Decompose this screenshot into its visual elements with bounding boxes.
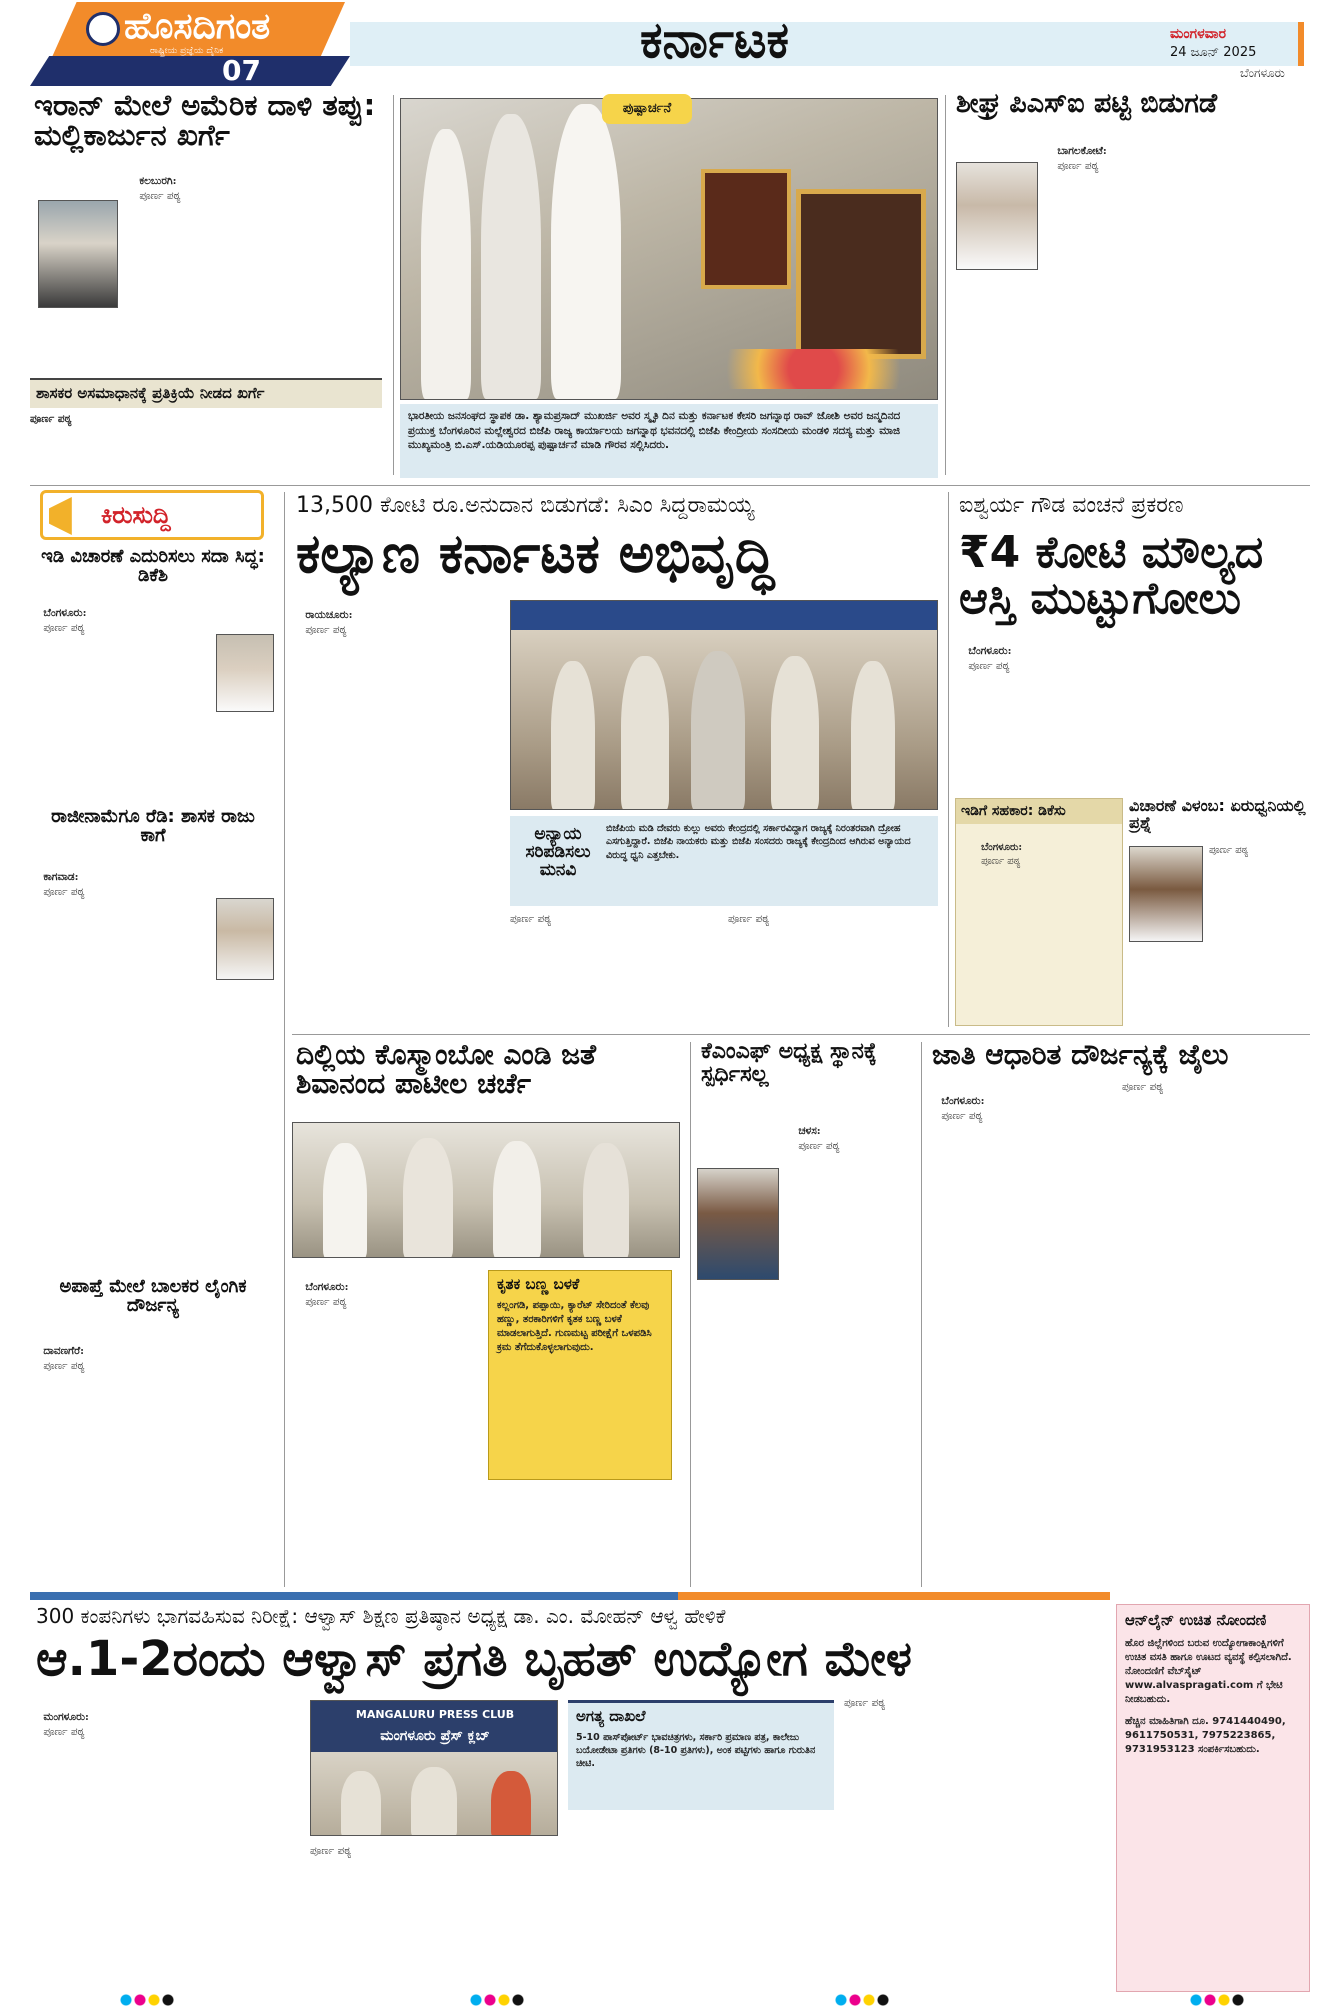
article-headline: ಕಲ್ಯಾಣ ಕರ್ನಾಟಕ ಅಭಿವೃದ್ಧಿ [296,522,775,585]
article-text: ಪೂರ್ಣ ಪಠ್ಯ [1057,159,1099,172]
article-body-col2: ಪೂರ್ಣ ಪಠ್ಯ [310,1845,352,1857]
photo-figure [323,1143,367,1258]
artificial-color-box [488,1270,672,1480]
photo-figure [403,1138,453,1258]
delay-box-body: ಪೂರ್ಣ ಪಠ್ಯ [1209,845,1249,856]
article-headline: ಕೆಎಂಎಫ್ ಅಧ್ಯಕ್ಷ ಸ್ಥಾನಕ್ಕೆ ಸ್ಪರ್ಧಿಸಲ್ಲ [701,1039,877,1088]
tribute-caption: ಭಾರತೀಯ ಜನಸಂಘದ ಸ್ಥಾಪಕ ಡಾ. ಶ್ಯಾಮಪ್ರಸಾದ್ ಮುಖರ್ಜಿ ಅವರ ಸ್ಮೃತಿ ದಿನ ಮತ್ತು ಕರ್ನಾಟಕ ಕೇಸರಿ ಜಗನ್ನಾಥ ರಾವ್ ಜೋಶಿ ಅವರ ಜನ್ಮದಿನದ ಪ್ರಯುಕ್ತ ಬೆಂಗಳೂರಿನ ಮಲ್ಲೇಶ್ವರದ ಬಿಜೆಪಿ ರಾಜ್ಯ ಕಾರ್ಯಾಲಯ ಜಗನ್ನಾಥ ಭವನದಲ್ಲಿ ಬಿಜೆಪಿ ಕೇಂದ್ರೀಯ ಸಂಸದೀಯ ಮಂಡಳಿ ಸದಸ್ಯ ಮತ್ತು ಮಾಜಿ ಮುಖ್ಯಮಂತ್ರಿ ಬಿ.ಎಸ್.ಯಡಿಯೂರಪ್ಪ ಪುಷ್ಪಾರ್ಚನೆ ಮಾಡಿ ಗೌರವ ಸಲ್ಲಿಸಿದರು. [400,404,938,478]
photo-portrait-frame [701,169,791,289]
kiru-suddi-banner [40,490,264,540]
delay-box [1129,798,1307,1026]
registration-marks [1190,1994,1250,2006]
article-body: ರಾಯಚೂರು: ಪೂರ್ಣ ಪಠ್ಯ [305,609,353,636]
article-headline: ದಿಲ್ಲಿಯ ಕೊಸ್ಮಾಂಬೋ ಎಂಡಿ ಜತೆ ಶಿವಾನಂದ ಪಾಟೀಲ ಚರ್ಚೆ [296,1038,597,1101]
kalyana-event-photo [510,600,938,810]
photo-figure [341,1771,381,1836]
photo-flower-garland [691,349,936,389]
kiru-suddi-column [30,490,278,1590]
registration-marks [835,1994,895,2006]
article-body: ಬೆಂಗಳೂರು: ಪೂರ್ಣ ಪಠ್ಯ [968,645,1012,672]
kiru-item-body: ಕಾಗವಾಡ: ಪೂರ್ಣ ಪಠ್ಯ [43,871,85,898]
column-rule [945,95,946,475]
registration-marks [120,1994,180,2006]
article-body-col3: ಪೂರ್ಣ ಪಠ್ಯ [844,1697,886,1709]
cosmo-meeting-photo [292,1122,680,1258]
tribute-photo [400,98,938,400]
article-kicker: 13,500 ಕೋಟಿ ರೂ.ಅನುದಾನ ಬಿಡುಗಡೆ: ಸಿಎಂ ಸಿದ್ದರಾಮಯ್ಯ [296,493,755,518]
column-rule [284,492,285,1587]
photo-figure [411,1767,457,1836]
appeal-box [510,816,938,906]
column-rule [948,492,949,1027]
article-body-col3: ಪೂರ್ಣ ಪಠ್ಯ [728,913,770,925]
kiru-item-body: ಬೆಂಗಳೂರು: ಪೂರ್ಣ ಪಠ್ಯ [43,607,87,634]
article-aishwarya [955,490,1310,1030]
masthead [0,0,1339,88]
article-body-col2: ಪೂರ್ಣ ಪಠ್ಯ [510,913,552,925]
eligibility-box [568,1700,834,1810]
photo-figure [771,656,819,810]
press-club-photo [310,1700,558,1836]
row-divider [292,1034,1310,1035]
eligibility-box-title: ಅಗತ್ಯ ದಾಖಲೆ [576,1707,646,1725]
article-dateline: ಕಲಬುರಗಿ: [139,175,177,188]
article-headline: ₹4 ಕೋಟಿ ಮೌಲ್ಯದ ಆಸ್ತಿ ಮುಟ್ಟುಗೋಲು [959,527,1264,625]
article-kicker: 300 ಕಂಪನಿಗಳು ಭಾಗವಹಿಸುವ ನಿರೀಕ್ಷೆ: ಆಳ್ವಾಸ್ ಶಿಕ್ಷಣ ಪ್ರತಿಷ್ಠಾನ ಅಧ್ಯಕ್ಷ ಡಾ. ಎಂ. ಮೋಹನ್ ಆಳ್ವ ಹೇಳಿಕೆ [36,1604,726,1628]
article-alvas [30,1604,1115,2004]
megaphone-icon [49,497,87,535]
registration-marks [470,1994,530,2006]
row-divider [30,485,1310,486]
photo-figure [481,114,541,399]
kiru-item-body: ದಾವಣಗೆರೆ: ಪೂರ್ಣ ಪಠ್ಯ [43,1345,85,1372]
photo-figure [551,661,595,810]
photo-figure [583,1143,629,1258]
masthead-day: ಮಂಗಳವಾರ [1170,26,1227,42]
masthead-logo-stripe [30,56,350,86]
article-headline: ಆ.1-2ರಂದು ಆಳ್ವಾಸ್ ಪ್ರಗತಿ ಬೃಹತ್ ಉದ್ಯೋಗ ಮೇಳ [36,1631,912,1687]
article-kmf [697,1040,915,1588]
appeal-box-body: ಬಿಜೆಪಿಯ ಮಡಿ ದೇವರು ಕುಲ್ಲು ಅವರು ಕೇಂದ್ರದಲ್ಲಿ ಸರ್ಕಾರವಿದ್ದಾಗ ರಾಜ್ಯಕ್ಕೆ ನಿರಂತರವಾಗಿ ದ್ರೋಹ ಎಸಗುತ್ತಿದ್ದಾರೆ. ಬಿಜೆಪಿ ನಾಯಕರು ಮತ್ತು ಬಿಜೆಪಿ ಸಂಸದರು ರಾಜ್ಯಕ್ಕೆ ಕೇಂದ್ರದಿಂದ ಆಗಿರುವ ಅನ್ಯಾಯದ ವಿರುದ್ಧ ಧ್ವನಿ ಎತ್ತಬೇಕು. [606,823,911,861]
article-body [30,160,382,370]
column-rule [393,95,394,475]
online-registration-body: ಹೊರ ಜಿಲ್ಲೆಗಳಿಂದ ಬರುವ ಉದ್ಯೋಗಾಕಾಂಕ್ಷಿಗಳಿಗೆ ಉಚಿತ ವಸತಿ ಹಾಗೂ ಊಟದ ವ್ಯವಸ್ಥೆ ಕಲ್ಪಿಸಲಾಗಿದೆ. ನೋಂದಣಿಗೆ ವೆಬ್‌ಸೈಟ್ www.alvaspragati.com ಗೆ ಭೇಟಿ ನೀಡಬಹುದು. [1125,1637,1292,1705]
photo-portrait-frame [796,189,926,359]
kiru-item-headline: ಅಪಾಪ್ತೆ ಮೇಲೆ ಬಾಲಕರ ಲೈಂಗಿಕ ದೌರ್ಜನ್ಯ [59,1276,247,1316]
portrait-suresh [1129,846,1203,942]
article-body: ಮಂಗಳೂರು: ಪೂರ್ಣ ಪಠ್ಯ [43,1711,89,1738]
artificial-color-body: ಕಲ್ಲಂಗಡಿ, ಪಪ್ಪಾಯಿ, ಕ್ಯಾರೆಟ್ ಸೇರಿದಂತೆ ಕೆಲವು ಹಣ್ಣು, ತರಕಾರಿಗಳಿಗೆ ಕೃತಕ ಬಣ್ಣ ಬಳಕೆ ಮಾಡಲಾಗುತ್ತಿದೆ. ಗುಣಮಟ್ಟ ಪರೀಕ್ಷೆಗೆ ಒಳಪಡಿಸಿ ಕ್ರಮ ತೆಗೆದುಕೊಳ್ಳಲಾಗುವುದು. [497,1299,652,1353]
article-body: ಚಳಸ: ಪೂರ್ಣ ಪಠ್ಯ [798,1125,840,1152]
photo-figure [421,129,471,399]
photo-figure [691,651,745,810]
kiru-item-headline: ಇಡಿ ವಿಚಾರಣೆ ಎದುರಿಸಲು ಸದಾ ಸಿದ್ಧ: ಡಿಕೆಶಿ [41,546,265,586]
tribute-badge: ಪುಷ್ಪಾರ್ಚನೆ [602,94,692,124]
press-club-sign: MANGALURU PRESS CLUB [355,1708,515,1721]
article-body-col2: ಪೂರ್ಣ ಪಠ್ಯ [1122,1081,1164,1093]
article-text: ಪೂರ್ಣ ಪಠ್ಯ [139,189,181,202]
section-divider-bar [30,1592,1110,1600]
article-kicker: ಐಶ್ವರ್ಯ ಗೌಡ ವಂಚನೆ ಪ್ರಕರಣ [959,493,1184,518]
dksu-box-title: ಇಡಿಗೆ ಸಹಕಾರ: ಡಿಕೆಸು [956,799,1122,824]
press-club-sign-kn: ಮಂಗಳೂರು ಪ್ರೆಸ್ ಕ್ಲಬ್ [380,1728,490,1744]
kiru-suddi-label: ಕಿರುಸುದ್ದಿ [101,501,171,529]
dksu-box [955,798,1123,1026]
subhead-title: ಶಾಸಕರ ಅಸಮಾಧಾನಕ್ಕೆ ಪ್ರತಿಕ್ರಿಯೆ ನೀಡದ ಖರ್ಗೆ [36,384,265,402]
article-headline: ಜಾತಿ ಆಧಾರಿತ ದೌರ್ಜನ್ಯಕ್ಕೆ ಜೈಲು [932,1038,1229,1071]
dksu-box-body: ಬೆಂಗಳೂರು: ಪೂರ್ಣ ಪಠ್ಯ [981,842,1023,868]
photo-tribute [400,98,938,480]
article-headline: ಇರಾನ್ ಮೇಲೆ ಅಮೆರಿಕ ದಾಳಿ ತಪ್ಪು: ಮಲ್ಲಿಕಾರ್ಜುನ ಖರ್ಗೆ [34,88,376,153]
article-iran [30,90,388,480]
artificial-color-title: ಕೃತಕ ಬಣ್ಣ ಬಳಕೆ [497,1275,580,1293]
masthead-accent-bar [1298,22,1304,66]
masthead-city: ಬೆಂಗಳೂರು [1240,66,1285,80]
kiru-item-headline: ರಾಜೀನಾಮೆಗೂ ರೆಡಿ: ಶಾಸಕ ರಾಜು ಕಾಗೆ [51,806,255,846]
article-cosmo [292,1040,684,1588]
online-registration-box [1116,1604,1310,1992]
paper-tagline: ರಾಷ್ಟ್ರೀಯ ಪ್ರಜ್ಞೆಯ ದೈನಿಕ [150,46,224,56]
article-psi [952,90,1310,480]
article-dateline: ಬಾಗಲಕೋಟೆ: [1057,145,1107,158]
article-kalyana [292,490,942,1030]
photo-figure [621,656,669,810]
column-rule [690,1042,691,1587]
paper-name: ಹೊಸದಿಗಂತ [124,6,271,47]
photo-figure [851,661,895,810]
article-body: ಬೆಂಗಳೂರು: ಪೂರ್ಣ ಪಠ್ಯ [305,1281,349,1308]
online-registration-title: ಆನ್‌ಲೈನ್ ಉಚಿತ ನೋಂದಣಿ [1125,1611,1267,1629]
photo-figure [491,1771,531,1836]
subhead-box [30,378,382,408]
column-rule [921,1042,922,1587]
photo-figure [551,104,621,399]
article-headline: ಶೀಘ್ರ ಪಿಎಸ್‌ಐ ಪಟ್ಟಿ ಬಿಡುಗಡೆ [956,88,1218,119]
subhead-body: ಪೂರ್ಣ ಪಠ್ಯ [30,413,72,425]
logo-emblem-icon [86,12,120,46]
section-title: ಕರ್ನಾಟಕ [640,11,789,69]
eligibility-box-body: 5-10 ಪಾಸ್‌ಪೋರ್ಟ್ ಭಾವಚಿತ್ರಗಳು, ಸರ್ಕಾರಿ ಪ್ರಮಾಣ ಪತ್ರ, ಕಾಲೇಜು ಬಯೋಡೇಟಾ ಪ್ರತಿಗಳು (8-10 ಪ್ರತಿಗಳು), ಅಂಕ ಪಟ್ಟಿಗಳು ಹಾಗೂ ಗುರುತಿನ ಚೀಟಿ. [576,1731,816,1770]
online-registration-contact: ಹೆಚ್ಚಿನ ಮಾಹಿತಿಗಾಗಿ ದೂ. 9741440490, 9611750531, 7975223865, 9731953123 ಸಂಪರ್ಕಿಸಬಹುದು. [1125,1715,1286,1755]
delay-box-title: ವಿಚಾರಣೆ ವಿಳಂಬ: ಏರುಧ್ವನಿಯಲ್ಲಿ ಪ್ರಶ್ನೆ [1129,796,1306,832]
article-body [952,130,1304,475]
photo-figure [493,1141,541,1258]
article-body: ಬೆಂಗಳೂರು: ಪೂರ್ಣ ಪಠ್ಯ [941,1095,985,1122]
article-jati [928,1040,1310,1588]
section-band [350,22,1302,66]
masthead-date: 24 ಜೂನ್ 2025 [1170,45,1257,60]
appeal-box-title: ಅನ್ಯಾಯ ಸರಿಪಡಿಸಲು ಮನವಿ [525,824,591,880]
page-number: 07 [222,54,261,87]
